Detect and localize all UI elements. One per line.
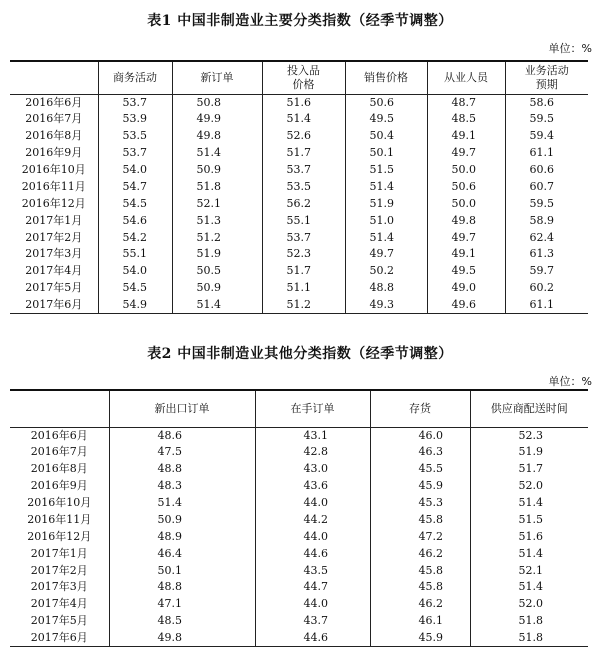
table-cell: 59.7 xyxy=(505,263,588,280)
column-header-label: 价格 xyxy=(292,77,315,91)
table-cell: 44.2 xyxy=(255,511,370,528)
table-cell: 46.1 xyxy=(370,613,470,630)
table-cell: 49.9 xyxy=(172,111,262,128)
table2-title: 表2 中国非制造业其他分类指数（经季节调整） xyxy=(147,346,453,362)
table-cell: 48.5 xyxy=(109,613,255,630)
table-cell: 51.5 xyxy=(470,511,588,528)
table-cell: 44.6 xyxy=(255,545,370,562)
table-cell: 49.6 xyxy=(427,297,505,314)
column-header-label: 新出口订单 xyxy=(154,401,210,415)
table-cell: 48.6 xyxy=(109,427,255,444)
table-cell: 51.0 xyxy=(345,212,427,229)
header-corner xyxy=(10,390,109,427)
row-month: 2017年6月 xyxy=(10,297,98,314)
table-cell: 60.7 xyxy=(505,178,588,195)
column-header xyxy=(109,390,255,427)
row-month: 2016年9月 xyxy=(25,146,83,160)
row-month: 2016年7月 xyxy=(30,445,88,459)
table-cell: 54.9 xyxy=(98,297,172,314)
table-cell: 50.8 xyxy=(172,94,262,111)
table-cell: 49.1 xyxy=(427,128,505,145)
table-row xyxy=(10,297,588,314)
row-month: 2017年1月 xyxy=(25,213,83,227)
column-header-label: 业务活动 xyxy=(524,63,569,77)
table-row xyxy=(10,111,588,128)
table-cell: 50.0 xyxy=(427,195,505,212)
table-cell: 44.0 xyxy=(255,528,370,545)
row-month: 2017年3月 xyxy=(30,580,88,594)
table-cell: 44.7 xyxy=(255,579,370,596)
table-cell: 51.4 xyxy=(172,297,262,314)
table-cell: 45.9 xyxy=(370,630,470,647)
table-cell: 52.0 xyxy=(470,478,588,495)
table-cell: 54.2 xyxy=(98,229,172,246)
table-cell: 53.5 xyxy=(98,128,172,145)
table-cell: 50.0 xyxy=(427,162,505,179)
table-row xyxy=(10,613,588,630)
table-cell: 45.3 xyxy=(370,495,470,512)
table-cell: 49.5 xyxy=(427,263,505,280)
table-cell: 51.9 xyxy=(172,246,262,263)
table-cell: 43.1 xyxy=(255,427,370,444)
table-cell: 45.9 xyxy=(370,478,470,495)
table-row xyxy=(10,280,588,297)
table-row xyxy=(10,229,588,246)
table-cell: 55.1 xyxy=(262,212,345,229)
table-row xyxy=(10,545,588,562)
table-row xyxy=(10,246,588,263)
table-cell: 61.1 xyxy=(505,145,588,162)
column-header xyxy=(345,61,427,94)
row-month: 2016年11月 xyxy=(27,512,92,526)
row-month: 2016年6月 xyxy=(30,428,88,442)
other-indices-table xyxy=(10,389,588,647)
row-month: 2017年1月 xyxy=(30,546,88,560)
table-cell: 51.4 xyxy=(109,495,255,512)
table-row xyxy=(10,178,588,195)
table-cell: 48.3 xyxy=(109,478,255,495)
row-month: 2017年2月 xyxy=(30,563,88,577)
table2-unit: 单位：% xyxy=(548,375,592,388)
table-cell: 49.0 xyxy=(427,280,505,297)
column-header-label: 投入品 xyxy=(287,63,320,77)
table-cell: 48.9 xyxy=(109,528,255,545)
table1-unit: 单位：% xyxy=(548,42,592,55)
table-row xyxy=(10,427,588,444)
column-header-label: 存货 xyxy=(409,401,431,415)
row-month: 2016年6月 xyxy=(25,95,83,109)
header-corner xyxy=(10,61,98,94)
table-cell: 51.3 xyxy=(172,212,262,229)
table-row xyxy=(10,145,588,162)
table-cell: 52.3 xyxy=(470,427,588,444)
row-month: 2016年9月 xyxy=(30,479,88,493)
table-row xyxy=(10,495,588,512)
table-cell: 54.5 xyxy=(98,280,172,297)
table-cell: 51.8 xyxy=(470,630,588,647)
column-header xyxy=(470,390,588,427)
table-row xyxy=(10,528,588,545)
table1-title: 表1 中国非制造业主要分类指数（经季节调整） xyxy=(147,13,453,29)
table-cell: 52.0 xyxy=(470,596,588,613)
table-cell: 43.7 xyxy=(255,613,370,630)
table-row xyxy=(10,128,588,145)
table-cell: 53.7 xyxy=(98,94,172,111)
table-cell: 51.2 xyxy=(172,229,262,246)
table-cell: 51.4 xyxy=(470,579,588,596)
table-cell: 44.6 xyxy=(255,630,370,647)
table-row xyxy=(10,212,588,229)
table-cell: 54.5 xyxy=(98,195,172,212)
table-cell: 51.4 xyxy=(172,145,262,162)
table-cell: 62.4 xyxy=(505,229,588,246)
column-header xyxy=(172,61,262,94)
row-month: 2017年3月 xyxy=(25,247,83,261)
row-month: 2017年4月 xyxy=(30,597,88,611)
table-cell: 51.9 xyxy=(345,195,427,212)
table-cell: 49.5 xyxy=(345,111,427,128)
table-cell: 51.4 xyxy=(345,229,427,246)
table-cell: 54.0 xyxy=(98,162,172,179)
table-cell: 50.6 xyxy=(427,178,505,195)
table-row xyxy=(10,596,588,613)
column-header-label: 新订单 xyxy=(200,70,234,84)
row-month: 2016年10月 xyxy=(21,163,86,176)
table-cell: 46.4 xyxy=(109,545,255,562)
table-cell: 60.2 xyxy=(505,280,588,297)
table-cell: 51.8 xyxy=(470,613,588,630)
table-cell: 59.5 xyxy=(505,111,588,128)
table-cell: 45.5 xyxy=(370,461,470,478)
table-cell: 48.7 xyxy=(427,94,505,111)
row-month: 2016年12月 xyxy=(21,196,86,210)
table-cell: 52.6 xyxy=(262,128,345,145)
table-cell: 46.3 xyxy=(370,444,470,461)
table-cell: 49.7 xyxy=(427,145,505,162)
table-cell: 45.8 xyxy=(370,579,470,596)
table-cell: 49.7 xyxy=(427,229,505,246)
table-cell: 51.5 xyxy=(345,162,427,179)
column-header-label: 销售价格 xyxy=(364,70,408,84)
table-row xyxy=(10,263,588,280)
table-cell: 50.2 xyxy=(345,263,427,280)
column-header-label: 从业人员 xyxy=(444,70,488,84)
table-cell: 54.0 xyxy=(98,263,172,280)
table-cell: 46.2 xyxy=(370,545,470,562)
table-cell: 54.7 xyxy=(98,178,172,195)
row-month: 2016年7月 xyxy=(25,112,83,126)
table-cell: 51.4 xyxy=(470,545,588,562)
column-header-label: 商务活动 xyxy=(113,70,157,84)
table-cell: 47.2 xyxy=(370,528,470,545)
column-header xyxy=(262,61,345,94)
table-cell: 42.8 xyxy=(255,444,370,461)
table-cell: 50.6 xyxy=(345,94,427,111)
table-cell: 49.8 xyxy=(172,128,262,145)
table-cell: 51.8 xyxy=(172,178,262,195)
table-cell: 53.7 xyxy=(262,229,345,246)
table-cell: 51.2 xyxy=(262,297,345,314)
table-cell: 51.4 xyxy=(470,495,588,512)
table-cell: 43.5 xyxy=(255,562,370,579)
column-header xyxy=(255,390,370,427)
table-cell: 45.8 xyxy=(370,562,470,579)
table-cell: 61.3 xyxy=(505,246,588,263)
row-month: 2016年12月 xyxy=(27,529,92,543)
table-cell: 48.8 xyxy=(109,461,255,478)
table-cell: 50.4 xyxy=(345,128,427,145)
table-cell: 51.6 xyxy=(470,528,588,545)
table-cell: 58.9 xyxy=(505,212,588,229)
table-cell: 44.0 xyxy=(255,596,370,613)
table-cell: 49.3 xyxy=(345,297,427,314)
table-cell: 50.1 xyxy=(109,562,255,579)
table-cell: 51.7 xyxy=(262,263,345,280)
table-cell: 53.5 xyxy=(262,178,345,195)
column-header-label: 在手订单 xyxy=(290,401,335,415)
table-cell: 51.1 xyxy=(262,280,345,297)
row-month: 2017年6月 xyxy=(10,630,109,647)
table-row xyxy=(10,94,588,111)
row-month: 2016年8月 xyxy=(30,462,88,476)
table-cell: 49.7 xyxy=(345,246,427,263)
table-row xyxy=(10,162,588,179)
row-month: 2017年5月 xyxy=(25,281,83,295)
table-cell: 43.0 xyxy=(255,461,370,478)
table-cell: 51.6 xyxy=(262,94,345,111)
table-cell: 53.7 xyxy=(98,145,172,162)
table-cell: 49.1 xyxy=(427,246,505,263)
table-cell: 51.7 xyxy=(470,461,588,478)
table-cell: 48.8 xyxy=(109,579,255,596)
row-month: 2016年10月 xyxy=(27,496,92,509)
table-cell: 60.6 xyxy=(505,162,588,179)
table-cell: 46.0 xyxy=(370,427,470,444)
table-row xyxy=(10,562,588,579)
table-cell: 48.8 xyxy=(345,280,427,297)
column-header xyxy=(370,390,470,427)
table-cell: 59.4 xyxy=(505,128,588,145)
table-row xyxy=(10,461,588,478)
table-cell: 50.5 xyxy=(172,263,262,280)
table-cell: 46.2 xyxy=(370,596,470,613)
row-month: 2017年2月 xyxy=(25,230,83,244)
row-month: 2017年5月 xyxy=(30,614,88,628)
table-row xyxy=(10,195,588,212)
row-month: 2017年4月 xyxy=(25,264,83,278)
table-row xyxy=(10,478,588,495)
table-cell: 50.9 xyxy=(172,162,262,179)
table-cell: 50.1 xyxy=(345,145,427,162)
table-cell: 47.1 xyxy=(109,596,255,613)
table-cell: 59.5 xyxy=(505,195,588,212)
table-row xyxy=(10,511,588,528)
table-cell: 51.9 xyxy=(470,444,588,461)
table-cell: 52.1 xyxy=(470,562,588,579)
main-indices-table xyxy=(10,60,588,314)
table-cell: 49.8 xyxy=(109,630,255,647)
table-cell: 51.7 xyxy=(262,145,345,162)
table-cell: 50.9 xyxy=(172,280,262,297)
table-cell: 51.4 xyxy=(345,178,427,195)
table-cell: 47.5 xyxy=(109,444,255,461)
table-cell: 52.1 xyxy=(172,195,262,212)
table-cell: 61.1 xyxy=(505,297,588,314)
row-month: 2016年8月 xyxy=(25,129,83,143)
column-header-label: 供应商配送时间 xyxy=(490,401,568,415)
table-cell: 43.6 xyxy=(255,478,370,495)
table-cell: 52.3 xyxy=(262,246,345,263)
table-cell: 58.6 xyxy=(505,94,588,111)
table-cell: 53.9 xyxy=(98,111,172,128)
table-row xyxy=(10,444,588,461)
table-cell: 50.9 xyxy=(109,511,255,528)
table-cell: 54.6 xyxy=(98,212,172,229)
table-cell: 49.8 xyxy=(427,212,505,229)
column-header xyxy=(505,61,588,94)
table-cell: 48.5 xyxy=(427,111,505,128)
column-header-label: 预期 xyxy=(535,77,558,91)
table-row xyxy=(10,579,588,596)
column-header xyxy=(427,61,505,94)
table-cell: 45.8 xyxy=(370,511,470,528)
table-cell: 44.0 xyxy=(255,495,370,512)
table-row xyxy=(10,630,588,647)
table-cell: 51.4 xyxy=(262,111,345,128)
column-header xyxy=(98,61,172,94)
row-month: 2016年11月 xyxy=(21,179,86,193)
table-cell: 56.2 xyxy=(262,195,345,212)
table-cell: 55.1 xyxy=(98,246,172,263)
table-cell: 53.7 xyxy=(262,162,345,179)
